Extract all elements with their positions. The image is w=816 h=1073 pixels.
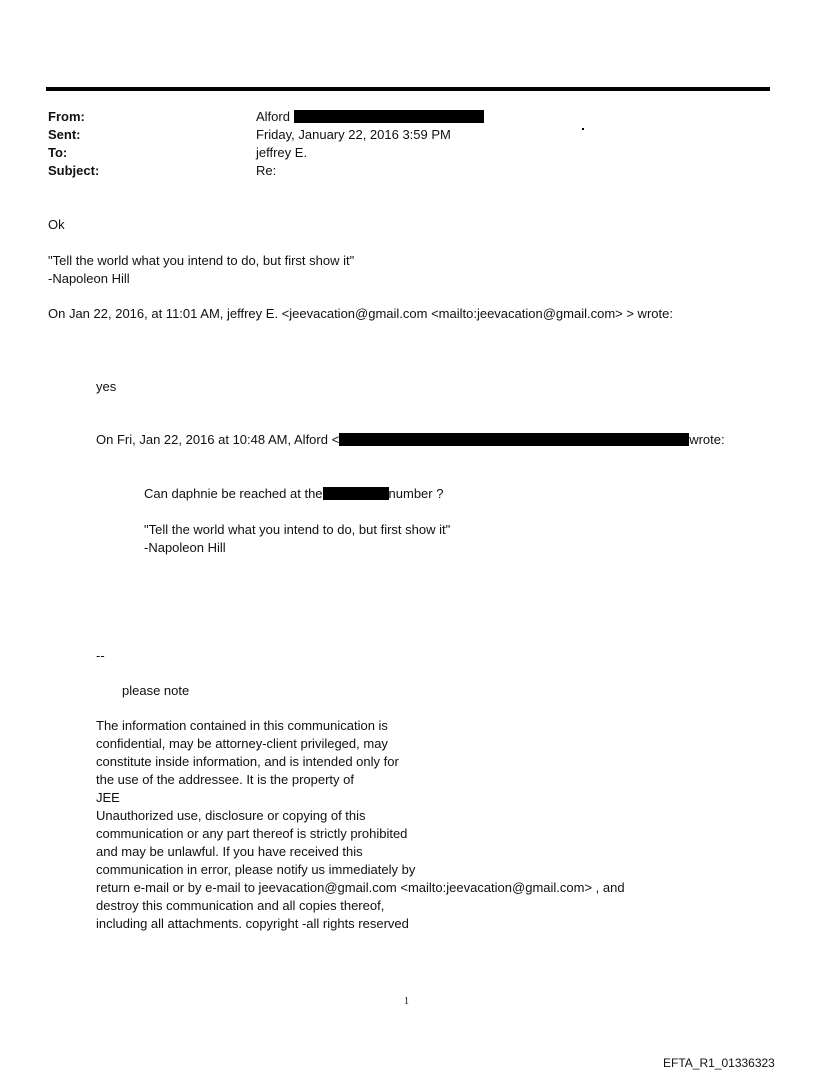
disclaimer-line: constitute inside information, and is intended only for	[96, 754, 399, 769]
nested-intro-pre: On Fri, Jan 22, 2016 at 10:48 AM, Alford <	[96, 432, 340, 447]
to-value: jeffrey E.	[256, 145, 308, 160]
to-label: To:	[48, 145, 68, 160]
please-note: please note	[122, 683, 190, 698]
body-quote: "Tell the world what you intend to do, but first show it"	[48, 253, 355, 268]
page-number: 1	[404, 996, 409, 1007]
nested-quote-author: -Napoleon Hill	[144, 540, 226, 555]
disclaimer-line: The information contained in this communication is	[96, 718, 388, 733]
sent-value: Friday, January 22, 2016 3:59 PM	[256, 127, 451, 142]
header-rule	[46, 87, 770, 91]
disclaimer-line: confidential, may be attorney-client privileged, may	[96, 736, 388, 751]
from-label: From:	[48, 109, 85, 124]
body-quote-author: -Napoleon Hill	[48, 271, 130, 286]
redaction-box	[294, 110, 484, 123]
signature-dash: --	[96, 648, 105, 663]
nested-question	[144, 485, 443, 503]
sent-label: Sent:	[48, 127, 81, 142]
disclaimer-line: destroy this communication and all copies thereof,	[96, 898, 385, 913]
disclaimer-line: return e-mail or by e-mail to jeevacation@gmail.com <mailto:jeevacation@gmail.com> , and	[96, 880, 625, 895]
body-ok: Ok	[48, 217, 65, 232]
subject-label: Subject:	[48, 163, 100, 178]
disclaimer-line: the use of the addressee. It is the property of	[96, 772, 354, 787]
reply-intro: On Jan 22, 2016, at 11:01 AM, jeffrey E. <jeevacation@gmail.com <mailto:jeevacation@gmail.com> > wrote:	[48, 306, 673, 321]
nested-intro-post: wrote:	[689, 432, 725, 447]
from-value	[256, 108, 484, 126]
redaction-box	[339, 433, 689, 446]
redaction-box	[323, 487, 389, 500]
disclaimer-line: including all attachments. copyright -all rights reserved	[96, 916, 409, 931]
nested-quote: "Tell the world what you intend to do, but first show it"	[144, 522, 451, 537]
bates-number: EFTA_R1_01336323	[663, 1056, 775, 1070]
reply-yes: yes	[96, 379, 117, 394]
disclaimer-line: communication in error, please notify us immediately by	[96, 862, 416, 877]
nested-reply-intro	[96, 431, 725, 449]
subject-value: Re:	[256, 163, 277, 178]
question-pre: Can daphnie be reached at the	[144, 486, 323, 501]
question-post: number ?	[388, 486, 444, 501]
disclaimer-line: JEE	[96, 790, 120, 805]
disclaimer-line: and may be unlawful. If you have received this	[96, 844, 363, 859]
disclaimer-line: Unauthorized use, disclosure or copying of this	[96, 808, 366, 823]
stray-mark	[582, 128, 584, 130]
from-name: Alford	[256, 109, 290, 124]
disclaimer-line: communication or any part thereof is strictly prohibited	[96, 826, 408, 841]
